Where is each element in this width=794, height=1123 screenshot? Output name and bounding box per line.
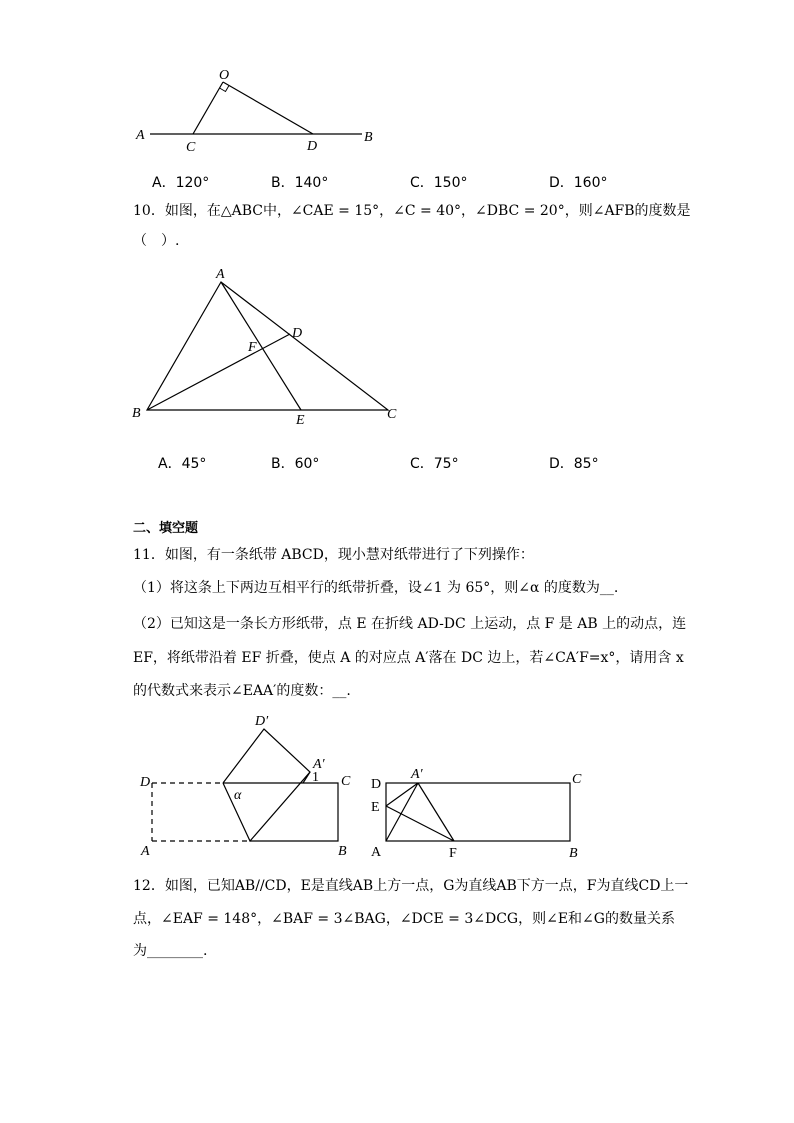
label-c: C	[387, 407, 397, 422]
label-f: F	[449, 846, 457, 861]
q10-choice-a[interactable]: A．45°	[158, 456, 207, 472]
label-o: O	[219, 68, 230, 83]
q10-stem-line1: 10．如图，在△ABC中，∠CAE = 15°，∠C = 40°，∠DBC = 20°，则∠AFB的度数是	[133, 203, 691, 219]
q12-line1: 12．如图，已知AB//CD，E是直线AB上方一点，G为直线AB下方一点，F为直线CD上一	[133, 878, 689, 894]
q11-line1: 11．如图，有一条纸带 ABCD，现小慧对纸带进行了下列操作：	[133, 547, 534, 563]
label-c: C	[341, 774, 351, 789]
q11-right-figure	[365, 760, 595, 870]
q9-choice-c[interactable]: C．150°	[410, 175, 468, 191]
label-d: D	[140, 775, 151, 790]
label-b: B	[364, 130, 373, 145]
q10-choice-b[interactable]: B．60°	[271, 456, 320, 472]
q9-choice-a[interactable]: A．120°	[152, 175, 210, 191]
label-a: A	[371, 845, 382, 860]
label-d-prime: D′	[255, 714, 269, 729]
label-b: B	[569, 846, 578, 861]
label-f: F	[248, 340, 257, 355]
segment-a-aprime	[386, 783, 418, 841]
label-a-prime: A′	[411, 767, 423, 782]
q12-line2: 点，∠EAF = 148°，∠BAF = 3∠BAG，∠DCE = 3∠DCG，则∠E和∠G的数量关系	[133, 911, 675, 927]
q10-choice-d[interactable]: D．85°	[549, 456, 599, 472]
q11-line4: EF，将纸带沿着 EF 折叠，使点 A 的对应点 A′落在 DC 边上，若∠CA′F=x°，请用含 x	[133, 650, 684, 666]
q10-choice-c[interactable]: C．75°	[410, 456, 459, 472]
folded-part	[223, 729, 310, 841]
q9-choice-b[interactable]: B．140°	[271, 175, 329, 191]
label-d: D	[307, 139, 318, 154]
q11-line2: （1）将这条上下两边互相平行的纸带折叠，设∠1 为 65°，则∠α 的度数为__.	[133, 580, 619, 596]
label-c: C	[572, 772, 582, 787]
label-e: E	[371, 800, 380, 815]
label-a: A	[136, 128, 145, 143]
label-e: E	[296, 413, 305, 428]
label-angle-1: 1	[312, 770, 319, 785]
q11-left-figure	[130, 705, 370, 865]
q11-line5: 的代数式来表示∠EAA′的度数：__.	[133, 683, 351, 699]
q10-stem-line2: （ ）.	[133, 233, 180, 249]
label-d: D	[292, 326, 303, 341]
label-b: B	[338, 844, 347, 859]
label-d: D	[371, 777, 382, 792]
label-a-prime: A′	[313, 757, 325, 772]
label-b: B	[132, 406, 141, 421]
segment-oc	[193, 82, 223, 134]
section-title: 二、填空题	[133, 521, 199, 536]
segment-ae	[221, 282, 301, 410]
segment-e-aprime	[386, 783, 418, 806]
label-c: C	[186, 140, 196, 155]
q11-line3: （2）已知这是一条长方形纸带，点 E 在折线 AD-DC 上运动，点 F 是 AB 上的动点，连	[133, 616, 687, 632]
segment-od	[223, 82, 313, 134]
q9-figure	[130, 60, 390, 160]
label-a: A	[141, 844, 150, 859]
fold-line-a-prime	[303, 772, 310, 783]
label-a: A	[216, 267, 225, 282]
q12-line3: 为________.	[133, 943, 208, 959]
label-alpha: α	[234, 788, 242, 803]
q9-choice-d[interactable]: D．160°	[549, 175, 608, 191]
q10-figure	[125, 262, 415, 432]
